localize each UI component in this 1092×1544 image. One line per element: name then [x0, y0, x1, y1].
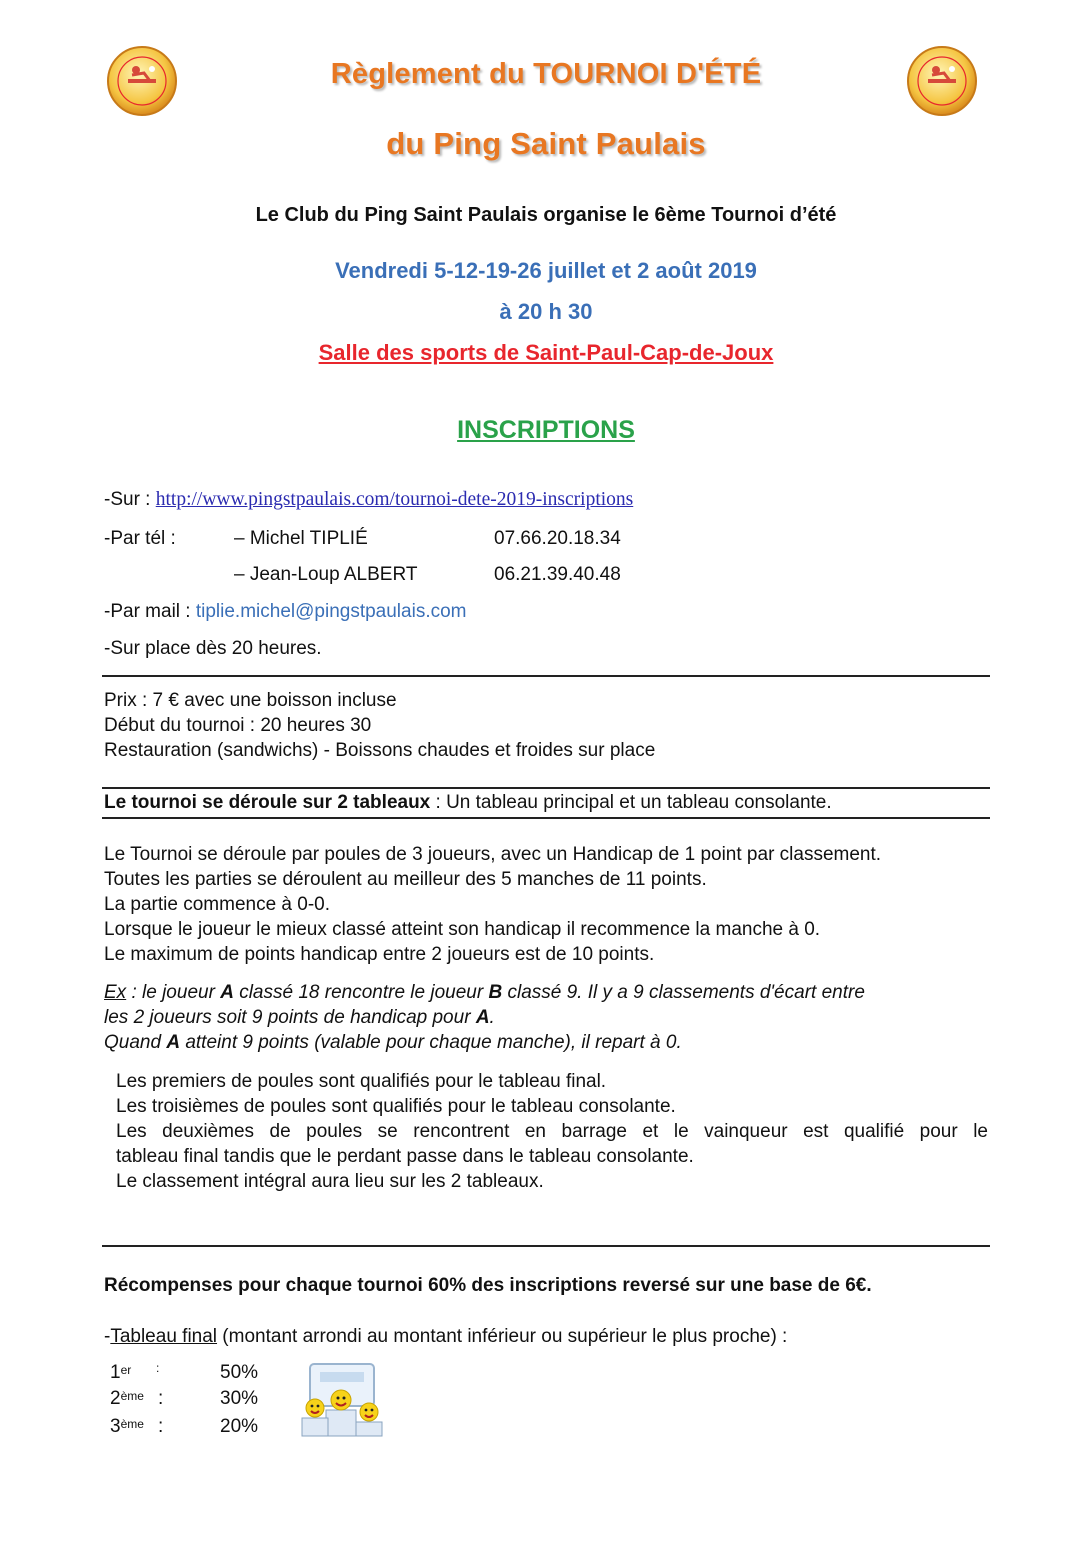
contact-name: – Michel TIPLIÉ	[234, 528, 368, 549]
player-a: A	[220, 982, 234, 1003]
player-a: A	[475, 1007, 490, 1028]
place-percent: 30%	[220, 1388, 259, 1409]
web-registration	[104, 487, 633, 512]
example-text: : le joueur	[126, 982, 221, 1003]
rewards-heading: Récompenses pour chaque tournoi 60% des inscriptions reversé sur une base de 6€.	[104, 1275, 872, 1296]
place-percent: 50%	[220, 1362, 259, 1383]
rule-line: Lorsque le joueur le mieux classé atteint son handicap il recommence la manche à 0.	[104, 919, 821, 940]
page-title-line1: Règlement du TOURNOI D'ÉTÉ	[330, 58, 762, 90]
rule-line: Toutes les parties se déroulent au meilleur des 5 manches de 11 points.	[104, 869, 707, 890]
food-info: Restauration (sandwichs) - Boissons chaudes et froides sur place	[104, 740, 656, 761]
place-number: 2	[110, 1388, 121, 1409]
place-rank	[110, 1414, 144, 1439]
contact-phone: 07.66.20.18.34	[494, 528, 621, 549]
mail-registration	[104, 599, 467, 624]
example-text: .	[489, 1007, 495, 1028]
tel-label: -Par tél :	[104, 528, 176, 549]
place-suffix: ème	[120, 1417, 144, 1431]
qualif-line: Les deuxièmes de poules se rencontrent en barrage et le vainqueur est qualifié pour le	[116, 1121, 988, 1142]
event-time: à 20 h 30	[499, 299, 593, 324]
qualif-line: Le classement intégral aura lieu sur les 2 tableaux.	[116, 1171, 544, 1192]
qualif-line: Les premiers de poules sont qualifiés pour le tableau final.	[116, 1071, 607, 1092]
final-table-label: Tableau final	[110, 1326, 218, 1347]
divider	[102, 787, 990, 789]
intro-text: Le Club du Ping Saint Paulais organise le 6ème Tournoi d’été	[255, 204, 837, 226]
mail-address[interactable]: tiplie.michel@pingstpaulais.com	[195, 601, 467, 622]
qualif-line: tableau final tandis que le perdant passe dans le tableau consolante.	[116, 1146, 694, 1167]
example-text: Quand	[104, 1032, 167, 1053]
page-title-line2: du Ping Saint Paulais	[386, 126, 706, 161]
final-table-line	[104, 1324, 787, 1349]
inscriptions-heading: INSCRIPTIONS	[457, 416, 635, 444]
place-rank	[110, 1386, 144, 1411]
place-sep: :	[158, 1416, 164, 1437]
divider	[102, 817, 990, 819]
place-rank	[110, 1360, 131, 1385]
example-text: classé 18 rencontre le joueur	[233, 982, 489, 1003]
tableaux-info	[104, 790, 832, 815]
player-a: A	[166, 1032, 181, 1053]
onsite-registration: -Sur place dès 20 heures.	[104, 638, 322, 659]
example-line1	[104, 980, 994, 1005]
contact-name: – Jean-Loup ALBERT	[234, 564, 418, 585]
divider	[102, 675, 990, 677]
player-b: B	[488, 982, 503, 1003]
place-sep: :	[156, 1361, 160, 1375]
tableaux-bold: Le tournoi se déroule sur 2 tableaux	[104, 792, 431, 813]
example-text: classé 9. Il y a 9 classements d'écart entre	[502, 982, 865, 1003]
event-dates: Vendredi 5-12-19-26 juillet et 2 août 2019	[335, 258, 757, 283]
example-text: atteint 9 points (valable pour chaque manche), il repart à 0.	[180, 1032, 682, 1053]
example-ex: Ex	[104, 982, 127, 1003]
podium-smileys-icon	[296, 1362, 388, 1438]
rule-line: Le Tournoi se déroule par poules de 3 joueurs, avec un Handicap de 1 point par classement.	[104, 844, 882, 865]
qualif-line: Les troisièmes de poules sont qualifiés pour le tableau consolante.	[116, 1096, 676, 1117]
place-suffix: ème	[120, 1389, 144, 1403]
final-table-note: (montant arrondi au montant inférieur ou supérieur le plus proche) :	[217, 1326, 788, 1347]
contact-phone: 06.21.39.40.48	[494, 564, 621, 585]
price-info: Prix : 7 € avec une boisson incluse	[104, 690, 397, 711]
registration-link[interactable]: http://www.pingstpaulais.com/tournoi-dete-2019-inscriptions	[155, 489, 634, 510]
mail-label: -Par mail :	[104, 601, 196, 622]
final-prefix: -	[104, 1326, 111, 1347]
tableaux-rest: : Un tableau principal et un tableau consolante.	[430, 792, 832, 813]
rule-line: La partie commence à 0-0.	[104, 894, 331, 915]
place-suffix: er	[120, 1363, 132, 1377]
place-percent: 20%	[220, 1416, 259, 1437]
rule-line: Le maximum de points handicap entre 2 joueurs est de 10 points.	[104, 944, 655, 965]
example-line3	[104, 1030, 682, 1055]
event-venue: Salle des sports de Saint-Paul-Cap-de-Joux	[318, 340, 774, 365]
place-number: 1	[110, 1362, 121, 1383]
start-info: Début du tournoi : 20 heures 30	[104, 715, 372, 736]
place-number: 3	[110, 1416, 121, 1437]
example-line2	[104, 1005, 495, 1030]
place-sep: :	[158, 1388, 164, 1409]
divider	[102, 1245, 990, 1247]
example-text: les 2 joueurs soit 9 points de handicap pour	[104, 1007, 476, 1028]
web-prefix: -Sur :	[104, 489, 156, 510]
